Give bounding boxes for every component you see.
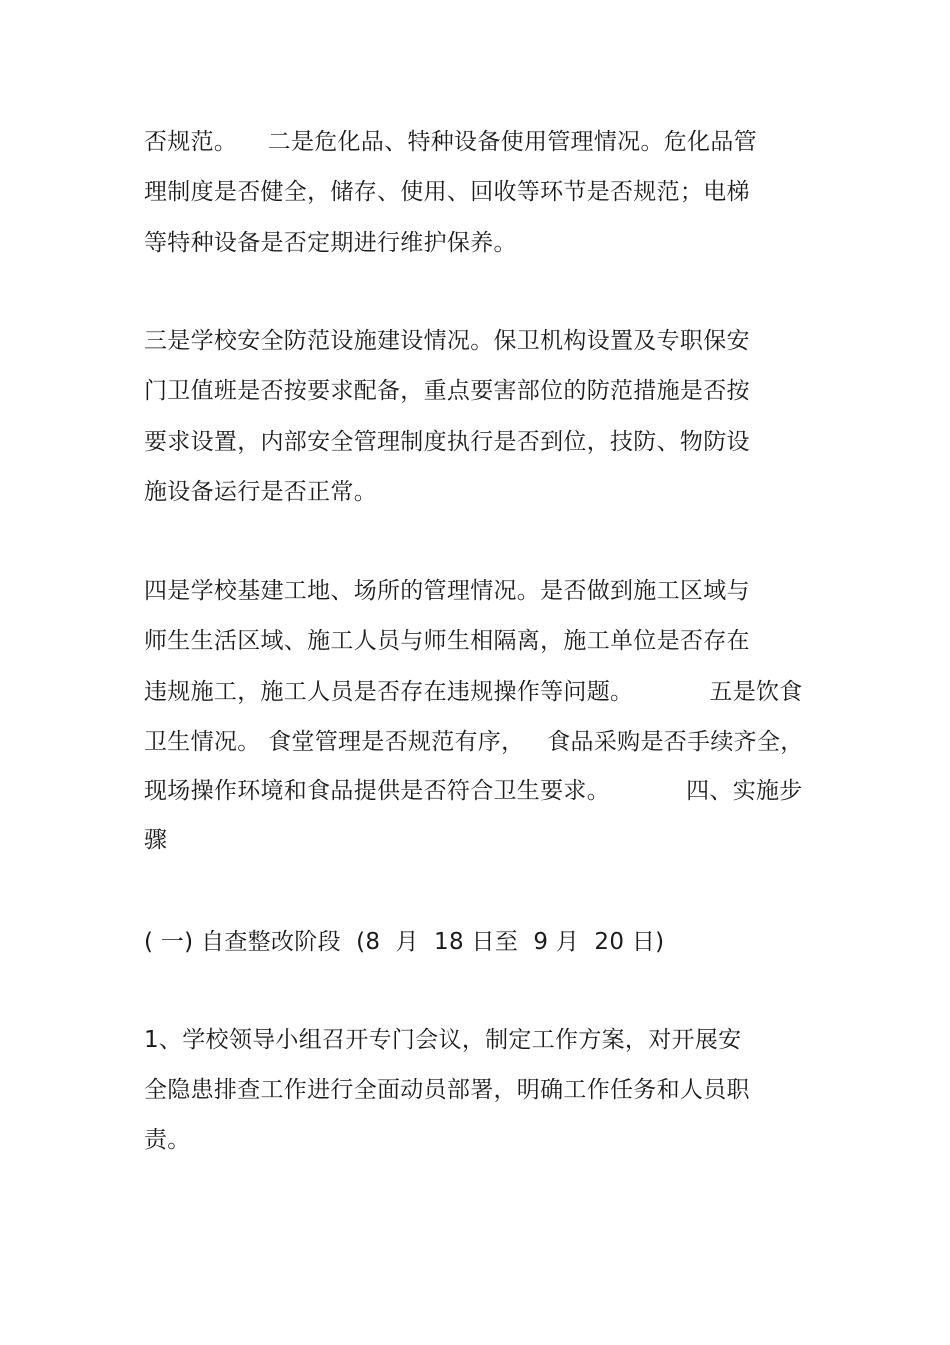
- text-line: 师生生活区域、施工人员与师生相隔离，施工单位是否存在: [144, 628, 750, 654]
- text-line: 骤: [144, 827, 168, 853]
- section-heading: ( 一) 自查整改阶段 (8 月 18 日至 9 月 20 日): [144, 929, 665, 955]
- text-line: 理制度是否健全，储存、使用、回收等环节是否规范；电梯: [144, 179, 750, 205]
- text-line: 违规施工，施工人员是否存在违规操作等问题。 五是饮食: [144, 679, 803, 705]
- text-line: 门卫值班是否按要求配备，重点要害部位的防范措施是否按: [144, 378, 750, 404]
- text-line: 等特种设备是否定期进行维护保养。: [144, 230, 517, 256]
- text-line: 要求设置，内部安全管理制度执行是否到位，技防、物防设: [144, 429, 750, 455]
- text-line: 卫生情况。 食堂管理是否规范有序， 食品采购是否手续齐全，: [144, 729, 804, 755]
- text-line: 1、学校领导小组召开专门会议，制定工作方案，对开展安: [144, 1027, 742, 1053]
- text-line: 全隐患排查工作进行全面动员部署，明确工作任务和人员职: [144, 1077, 750, 1103]
- text-line: 现场操作环境和食品提供是否符合卫生要求。 四、实施步: [144, 778, 803, 804]
- text-line: 三是学校安全防范设施建设情况。保卫机构设置及专职保安: [144, 328, 750, 354]
- text-line: 责。: [144, 1127, 191, 1153]
- text-line: 否规范。 二是危化品、特种设备使用管理情况。危化品管: [144, 129, 757, 155]
- text-line: 施设备运行是否正常。: [144, 479, 377, 505]
- text-line: 四是学校基建工地、场所的管理情况。是否做到施工区域与: [144, 578, 750, 604]
